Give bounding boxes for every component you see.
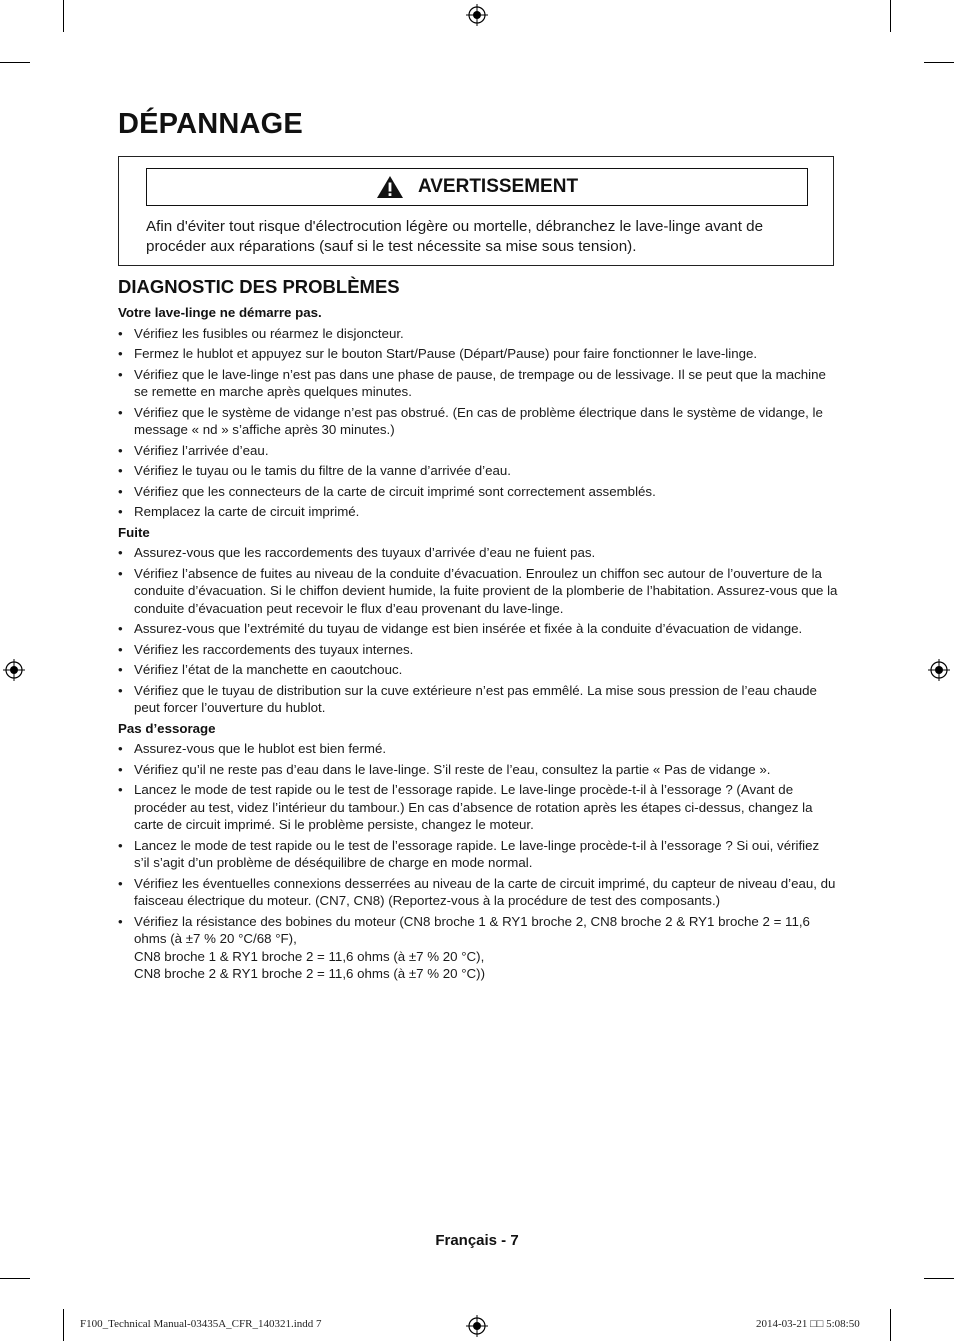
- list-item: • Vérifiez le tuyau ou le tamis du filtre de la vanne d’arrivée d’eau.: [118, 462, 838, 480]
- diagnostic-section: [118, 276, 838, 986]
- bullet-list: [118, 325, 838, 521]
- warning-text: Afin d'éviter tout risque d'électrocution légère ou mortelle, débranchez le lave-linge avant de procéder aux réparations (sauf si le test nécessite sa mise sous tension).: [146, 218, 764, 255]
- registration-mark-icon: [928, 659, 950, 681]
- list-item: • Vérifiez qu’il ne reste pas d’eau dans le lave-linge. S’il reste de l’eau, consultez la partie « Pas de vidange ».: [118, 761, 838, 779]
- warning-header: [146, 168, 808, 206]
- crop-mark: [63, 0, 64, 32]
- registration-mark-icon: [466, 4, 488, 26]
- group-title: Pas d’essorage: [118, 720, 216, 736]
- registration-mark-icon: [466, 1315, 488, 1337]
- crop-mark: [890, 1309, 891, 1341]
- list-item: • Fermez le hublot et appuyez sur le bouton Start/Pause (Départ/Pause) pour faire fonctionner le lave-linge.: [118, 345, 838, 363]
- warning-label: AVERTISSEMENT: [417, 176, 579, 197]
- file-slug: F100_Technical Manual-03435A_CFR_140321.indd 7: [80, 1318, 322, 1330]
- list-item: • Vérifiez les éventuelles connexions desserrées au niveau de la carte de circuit imprimé, du capteur de niveau d’eau, du faisceau électrique du moteur. (CN7, CN8) (Reportez-vous à la procédure de test des composants.): [118, 875, 838, 910]
- bullet-list: [118, 740, 838, 983]
- group-title: Votre lave-linge ne démarre pas.: [118, 305, 322, 320]
- list-item: • Lancez le mode de test rapide ou le test de l’essorage rapide. Le lave-linge procède-t-il à l’essorage ? Si oui, vérifiez s’il s’agit d’un problème de déséquilibre de charge en mode normal.: [118, 837, 838, 872]
- list-item: • Vérifiez que le lave-linge n’est pas dans une phase de pause, de trempage ou de lessivage. Il se peut que la machine se remette en marche après quelques minutes.: [118, 366, 838, 401]
- list-item: • Vérifiez l’absence de fuites au niveau de la conduite d’évacuation. Enroulez un chiffon sec autour de l’ouverture de la conduite d’évacuation. Si le chiffon devient humide, la fuite provient de la plomberie de l’habitation. Assurez-vous que la conduite d’évacuation peut recevoir le flux d’eau provenant du lave-linge.: [118, 565, 838, 618]
- list-item: • Vérifiez les fusibles ou réarmez le disjoncteur.: [118, 325, 838, 343]
- list-item: • Vérifiez que le tuyau de distribution sur la cuve extérieure n’est pas emmêlé. La mise sous pression de l’eau chaude peut forcer l’ouverture du hublot.: [118, 682, 838, 717]
- registration-mark-icon: [3, 659, 25, 681]
- list-item: • Lancez le mode de test rapide ou le test de l’essorage rapide. Le lave-linge procède-t-il à l’essorage ? (Avant de procéder au test, videz l’intérieur du tambour.) En cas d’absence de rotation après les étapes ci-dessus, changez la carte de circuit imprimé. Si le problème persiste, changez le moteur.: [118, 781, 838, 834]
- warning-box: [118, 156, 834, 266]
- section-heading: DIAGNOSTIC DES PROBLÈMES: [118, 276, 400, 297]
- crop-mark: [924, 62, 954, 63]
- list-item: • Vérifiez l’état de la manchette en caoutchouc.: [118, 661, 838, 679]
- crop-mark: [890, 0, 891, 32]
- list-item: • Assurez-vous que les raccordements des tuyaux d’arrivée d’eau ne fuient pas.: [118, 544, 838, 562]
- print-timestamp: 2014-03-21 □□ 5:08:50: [756, 1318, 860, 1330]
- list-item: • Vérifiez la résistance des bobines du moteur (CN8 broche 1 & RY1 broche 2, CN8 broche 2 & RY1 broche 2 = 11,6 ohms (à ±7 % 20 °C/68 °F), CN8 broche 1 & RY1 broche 2 = 11,6 ohms (à ±7 % 20 °C), CN8 broche 2 & RY1 broche 2 = 11,6 ohms (à ±7 % 20 °C)): [118, 913, 838, 983]
- warning-triangle-icon: [376, 175, 404, 199]
- crop-mark: [924, 1278, 954, 1279]
- crop-mark: [0, 62, 30, 63]
- list-item: • Vérifiez que le système de vidange n’est pas obstrué. (En cas de problème électrique dans le système de vidange, le message « nd » s’affiche après 30 minutes.): [118, 404, 838, 439]
- list-item: • Remplacez la carte de circuit imprimé.: [118, 503, 838, 521]
- list-item: • Vérifiez les raccordements des tuyaux internes.: [118, 641, 838, 659]
- crop-mark: [63, 1309, 64, 1341]
- list-item: • Vérifiez que les connecteurs de la carte de circuit imprimé sont correctement assemblés.: [118, 483, 838, 501]
- page-title: DÉPANNAGE: [118, 108, 303, 140]
- list-item: • Assurez-vous que le hublot est bien fermé.: [118, 740, 838, 758]
- list-item: • Vérifiez l’arrivée d’eau.: [118, 442, 838, 460]
- list-item: • Assurez-vous que l’extrémité du tuyau de vidange est bien insérée et fixée à la conduite d’évacuation de vidange.: [118, 620, 838, 638]
- group-title: Fuite: [118, 524, 150, 540]
- page-number: Français - 7: [435, 1232, 519, 1249]
- bullet-list: [118, 544, 838, 717]
- crop-mark: [0, 1278, 30, 1279]
